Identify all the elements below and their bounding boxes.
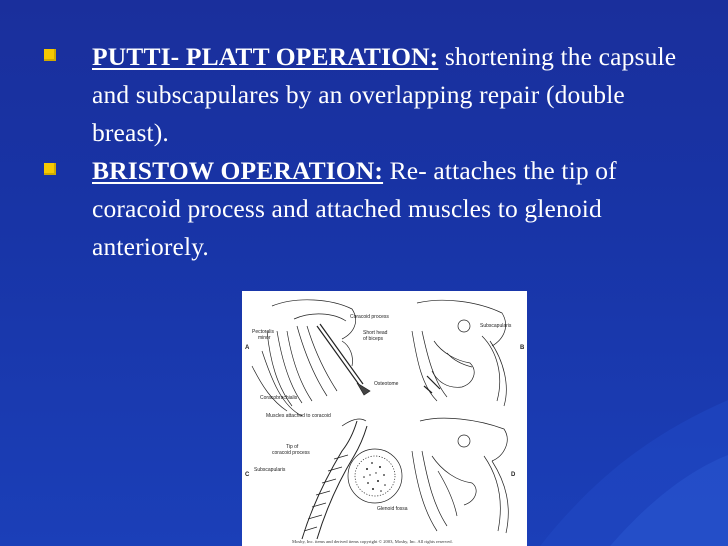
bullet-square-icon: [44, 163, 56, 175]
bullet-text: Re- attaches the tip of coracoid process and attached muscles to glenoid anteriorely.: [92, 156, 617, 261]
bullet-putti-platt: [0, 38, 728, 152]
bullet-square-icon: [44, 49, 56, 61]
panel-label-d: D: [511, 472, 516, 478]
label-subscapularis-b: Subscapularis: [480, 323, 512, 329]
label-minor: minor: [258, 335, 271, 341]
label-of-biceps: of biceps: [363, 336, 384, 342]
label-muscles-attached: Muscles attached to coracoid: [266, 413, 331, 419]
label-coracoid-process-c: coracoid process: [272, 450, 310, 456]
panel-d-drawing: [412, 418, 508, 533]
bullet-text: shortening the capsule and subscapulares by an overlapping repair (double breast).: [92, 42, 677, 147]
label-subscapularis-c: Subscapularis: [254, 467, 286, 473]
panel-c-drawing: [302, 419, 402, 539]
label-tip-of: Tip of: [286, 444, 299, 450]
label-glenoid-fossa: Glenoid fossa: [377, 506, 408, 512]
panel-b-drawing: [412, 300, 506, 406]
label-coracobrachialis: Coracobrachialis: [260, 395, 298, 401]
bullet-bristow: [0, 152, 728, 266]
label-short-head: Short head: [363, 330, 388, 336]
label-pectoralis: Pectoralis: [252, 329, 274, 335]
label-coracoid-process: Coracoid process: [350, 314, 389, 320]
bullet-list: [0, 38, 728, 266]
panel-label-c: C: [245, 472, 250, 478]
bullet-heading: PUTTI- PLATT OPERATION:: [92, 42, 439, 71]
panel-label-a: A: [245, 345, 250, 351]
bullet-heading: BRISTOW OPERATION:: [92, 156, 384, 185]
surgical-illustration: [242, 291, 527, 546]
label-osteotome: Osteotome: [374, 381, 399, 387]
illustration-drawing: [242, 291, 527, 546]
figure-credit: Mosby, Inc. items and derived items copyright © 2003, Mosby, Inc. All rights reserved.: [292, 539, 453, 544]
panel-label-b: B: [520, 345, 525, 351]
